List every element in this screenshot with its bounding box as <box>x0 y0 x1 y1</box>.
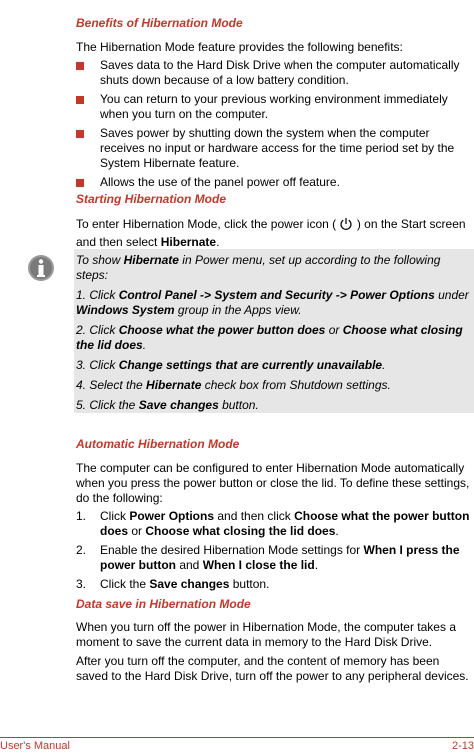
benefits-heading: Benefits of Hibernation Mode <box>76 16 243 30</box>
list-item-text: Saves power by shutting down the system when the computer receives no input or hardware access for the time period set by the System Hibernate feature. <box>100 126 455 170</box>
automatic-steps <box>76 509 474 596</box>
list-item-text: You can return to your previous working environment immediately when you turn on the computer. <box>100 92 448 121</box>
list-item <box>76 58 474 88</box>
note-step: 2. Click Choose what the power button does or Choose what closing the lid does. <box>76 323 463 352</box>
note-content <box>76 253 470 418</box>
list-item <box>76 92 474 122</box>
benefits-intro: The Hibernation Mode feature provides the following benefits: <box>76 40 403 54</box>
list-item: 1. Click Power Options and then click Choose what the power button does or Choose what closing the lid does. <box>76 509 470 538</box>
datasave-paragraph-2: After you turn off the computer, and the content of memory has been saved to the Hard Disk Drive, turn off the power to any peripheral devices. <box>76 654 469 683</box>
step-number: 2. <box>76 543 87 557</box>
bullet-square-icon <box>76 96 84 104</box>
note-step: 3. Click Change settings that are currently unavailable. <box>76 358 386 372</box>
list-item <box>76 126 474 171</box>
list-item: 2. Enable the desired Hibernation Mode settings for When I press the power button and When I close the lid. <box>76 543 460 572</box>
note-box <box>74 249 474 413</box>
list-item: 3. Click the Save changes button. <box>76 577 270 591</box>
bullet-square-icon <box>76 130 84 138</box>
bullet-square-icon <box>76 179 84 187</box>
starting-paragraph: To enter Hibernation Mode, click the power icon ( ) on the Start screen and then select Hibernate. <box>76 217 466 249</box>
bullet-square-icon <box>76 62 84 70</box>
datasave-paragraph-1: When you turn off the power in Hibernation Mode, the computer takes a moment to save the current data in memory to the Hard Disk Drive. <box>76 620 456 649</box>
datasave-heading: Data save in Hibernation Mode <box>76 597 251 611</box>
starting-heading: Starting Hibernation Mode <box>76 192 226 206</box>
power-icon <box>339 217 353 231</box>
list-item <box>76 175 474 190</box>
list-item-text: Allows the use of the panel power off feature. <box>100 175 340 189</box>
note-step: 1. Click Control Panel -> System and Security -> Power Options under Windows System group in the Apps view. <box>76 288 469 317</box>
step-number: 1. <box>76 509 87 523</box>
note-intro: To show Hibernate in Power menu, set up according to the following steps: <box>76 253 441 282</box>
footer-manual-title: User's Manual <box>0 740 70 752</box>
benefits-list <box>76 58 474 194</box>
step-number: 3. <box>76 577 87 591</box>
automatic-intro: The computer can be configured to enter Hibernation Mode automatically when you press the power button or close the lid. To define these settings, do the following: <box>76 461 470 505</box>
list-item-text: Saves data to the Hard Disk Drive when the computer automatically shuts down because of a low battery condition. <box>100 58 460 87</box>
info-icon <box>26 253 56 283</box>
footer-divider <box>0 737 474 738</box>
automatic-heading: Automatic Hibernation Mode <box>76 437 240 451</box>
note-step: 4. Select the Hibernate check box from Shutdown settings. <box>76 378 391 392</box>
page-number: 2-13 <box>451 740 474 752</box>
note-step: 5. Click the Save changes button. <box>76 398 259 412</box>
